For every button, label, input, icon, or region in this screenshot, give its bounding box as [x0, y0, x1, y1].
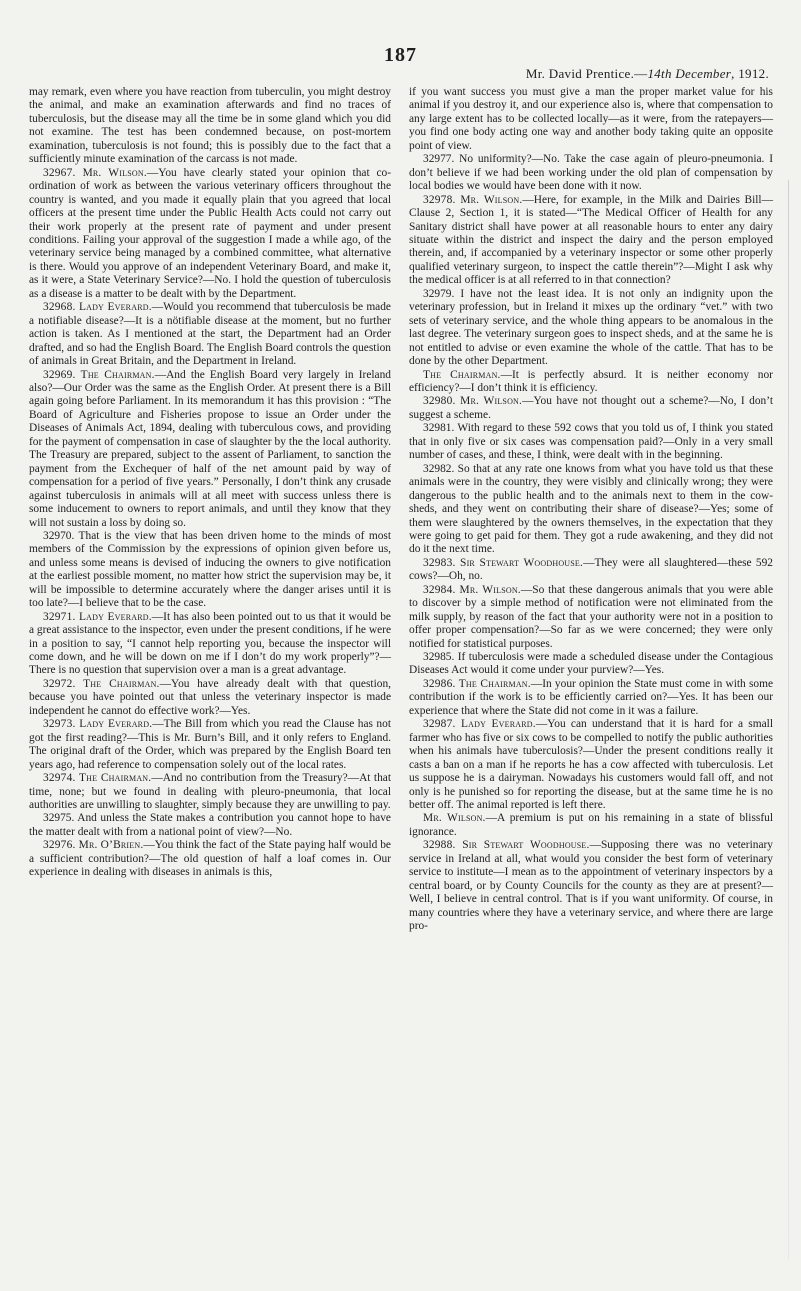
transcript-paragraph	[409, 718, 773, 812]
paragraph-text: —You have clearly stated your opinion that co-ordination of work as between the various veterinary officers throughout the country is wanted, and you made it equally plain that you agreed that local officers at the present time under the Public Health Acts could not carry out their work properly at the present rate of payment and under present conditions. Failing your approval of the suggestion I made a while ago, of the veterinary service being managed by a combined committee, what alternative is there. Would you approve of an independent Veterinary Board, and make it, as it were, a State Veterinary Service?—No. I hold the question of tuberculosis as a disease is a matter to be dealt with by the Department.	[29, 166, 391, 300]
paragraph-text: —You think the fact of the State paying half would be a sufficient contribution?—The old question of half a loaf comes in. Our experience in dealing with diseases in animals is this,	[29, 839, 391, 879]
paragraph-text: —You have already dealt with that question, because you have pointed out that unless the veterinary inspector is made independent he cannot do effective work?—Yes.	[29, 677, 391, 717]
transcript-paragraph	[409, 584, 773, 651]
speaker-label: 32988. Sir Stewart Woodhouse.	[423, 839, 590, 852]
transcript-paragraph	[29, 167, 391, 302]
speaker-label: 32976. Mr. O’Brien.	[43, 839, 144, 852]
transcript-paragraph	[409, 557, 773, 584]
hearing-date: 14th December	[647, 66, 732, 81]
speaker-label: 32974. The Chairman.	[43, 772, 152, 785]
paragraph-text: 32970. That is the view that has been driven home to the minds of most members of the Commission by the expressions of opinion given before us, and unless some means is devised of inducing the owners to give notification at the earliest possible moment, no matter how strict the supervision may be, it will be impossible to determine accurately where the danger arises until it is too late?—I believe that to be the case.	[29, 529, 391, 610]
paragraph-text: 32985. If tuberculosis were made a scheduled disease under the Contagious Diseases Act would it come under your purview?—Yes.	[409, 651, 773, 677]
speaker-label: 32984. Mr. Wilson.	[423, 583, 521, 596]
paragraph-text: —It has also been pointed out to us that it would be a great assistance to the inspector, even under the present conditions, if he were in a position to say, “I cannot help reporting you, because the inspector will come down, and he will be down on me if I don’t do my work properly”?—There is no question that supervision over a man is a great advantage.	[29, 610, 391, 677]
paragraph-text: —Supposing there was no veterinary service in Ireland at all, what would you consider the best form of veterinary service to institute—I mean as to the appointment of veterinary inspectors by a central board, or by County Councils for the county as they are at present?—Well, I believe in central control. That is if you want uniformity. Of course, in many countries where they have a veterinary service, and where there are large pro-	[409, 839, 773, 933]
paragraph-text: 32975. And unless the State makes a contribution you cannot hope to have the matter dealt with from a national point of view?—No.	[29, 812, 391, 838]
paragraph-text: 32982. So that at any rate one knows from what you have told us that these animals were in the country, they were visibly and clinically wrong; they were dangerous to the public health and to the animals next to them in the cow-sheds, and they went on contributing their share of disease?—Yes; some of them were slaughtered by the owners themselves, in the expectation that they were going to get paid for them. They got a rude awakening, and they did not do it the next time.	[409, 462, 773, 556]
right-column	[409, 86, 773, 934]
paragraph-text: —It is perfectly absurd. It is neither economy nor efficiency?—I don’t think it is efficiency.	[409, 368, 773, 394]
transcript-paragraph	[409, 422, 773, 462]
transcript-paragraph	[409, 839, 773, 933]
paragraph-text: 32979. I have not the least idea. It is not only an indignity upon the veterinary profession, but in Ireland it mixes up the ordinary “vet.” with two sets of veterinary service, and the whole thing appears to be anomalous in the last degree. The veterinary surgeon goes to inspect sheds, and at the same he is not entitled to advise or even examine the whole of the cattle. That has to be done by the other Department.	[409, 287, 773, 368]
speaker-label: The Chairman.	[423, 368, 501, 381]
transcript-paragraph	[29, 530, 391, 611]
transcript-paragraph	[29, 678, 391, 718]
transcript-paragraph	[409, 153, 773, 193]
transcript-paragraph	[409, 395, 773, 422]
paragraph-text: may remark, even where you have reaction from tuberculin, you might destroy the animal, and make an examination afterwards and find no traces of tuberculosis, but the disease may all the time be in some gland which you did not examine. The test has been condemned because, on post-mortem examination, tuberculosis is not found; this is possibly due to the fact that a sufficiently minute examination of the carcass is not made.	[29, 86, 391, 166]
transcript-paragraph	[409, 369, 773, 396]
paragraph-text: —A premium is put on his remaining in a state of blissful ignorance.	[409, 812, 773, 838]
page-number: 187	[384, 44, 417, 66]
transcript-paragraph	[29, 718, 391, 772]
header-separator: —	[634, 66, 648, 81]
paragraph-text: —You can understand that it is hard for a small farmer who has five or six cows to be compelled to notify the public authorities when his animals have tuberculosis?—Under the present conditions really it casts a ban on a man if he reports he has a cow affected with tuberculosis. Let us suppose he is a dairyman. Nowadays his customers would fall off, and not only is he punished so for reporting the disease, but at the same time he is no better off. The animal reported is left there.	[409, 718, 773, 812]
transcript-paragraph	[409, 86, 773, 153]
running-head	[526, 66, 769, 82]
paragraph-text: —Would you recommend that tuberculosis be made a notifiable disease?—It is a nötifiable disease at the moment, but no further action is taken. As I mentioned at the start, the Department had an Order drafted, and so had the English Board. The English Board controls the question of animals in Great Britain, and the Department in Ireland.	[29, 301, 391, 368]
transcript-paragraph	[409, 812, 773, 839]
transcript-paragraph	[409, 288, 773, 369]
paragraph-text: —And the English Board very largely in Ireland also?—Our Order was the same as the English Order. At present there is a Bill again going before Parliament. In its memorandum it has this provision : “The Board of Agriculture and Fisheries propose to issue an Order under the Diseases of Animals Act, 1894, dealing with tuberculous cows, and providing for the payment of compensation in case of slaughter by the the local authority. The Treasury are prepared, subject to the assent of Parliament, to sanction the payment from the Exchequer of half of the net amount paid by way of compensation for a period of five years.” Personally, I don’t think any crusade against tuberculosis in animals will at all meet with success unless there is some inducement to owners to report animals, and until they know that they will not sustain a loss by doing so.	[29, 368, 391, 529]
transcript-paragraph	[409, 463, 773, 557]
speaker-label: 32968. Lady Everard.	[43, 301, 152, 314]
transcript-paragraph	[29, 369, 391, 530]
speaker-label: 32969. The Chairman.	[43, 368, 155, 381]
speaker-label: 32986. The Chairman.	[423, 677, 531, 690]
transcript-paragraph	[409, 678, 773, 718]
paragraph-text: 32981. With regard to these 592 cows that you told us of, I think you stated that in only five or six cases was compensation paid?—Only in a very small number of cases, and these, I think, were dealt with in the beginning.	[409, 422, 773, 462]
paragraph-text: if you want success you must give a man the proper market value for his animal if you destroy it, and our experience also is, where that compensation to any large extent has to be collected locally—as it were, from the ratepayers—you find one body acting one way and another body taking quite an opposite point of view.	[409, 86, 773, 152]
speaker-label: 32973. Lady Everard.	[43, 718, 153, 731]
transcript-paragraph	[29, 611, 391, 678]
paragraph-text: —And no contribution from the Treasury?—At that time, none; but we found in dealing with pleuro-pneumonia, that local authorities are unwilling to slaughter, simply because they are unwilling to pay.	[29, 772, 391, 812]
speaker-label: Mr. Wilson.	[423, 812, 486, 825]
transcript-paragraph	[409, 194, 773, 288]
paragraph-text: 32977. No uniformity?—No. Take the case again of pleuro-pneumonia. I don’t believe if we had been working under the old plan of compensation by local bodies we would have been done with it now.	[409, 153, 773, 193]
paragraph-text: —So that these dangerous animals that you were able to discover by a simple method of notification were not eliminated from the milk supply, by reason of the fact that your authority were not in a position to offer proper compensation?—So far as we were concerned; they were only notified for statistical purposes.	[409, 583, 773, 650]
transcript-paragraph	[29, 301, 391, 368]
page-edge-shadow	[788, 180, 789, 1260]
speaker-label: 32972. The Chairman.	[43, 677, 160, 690]
paragraph-text: —Here, for example, in the Milk and Dairies Bill—Clause 2, Section 1, it is stated—“The Medical Officer of Health for any Sanitary district shall have power at all reasonable hours to enter any dairy situate within the district and inspect the dairy and the person employed therein, and, if accompanied by a veterinary inspector or some other properly qualified veterinary surgeon, to inspect the cattle therein”?—Might I ask why the medical officer is at all referred to in that connection?	[409, 193, 773, 287]
witness-name: Mr. David Prentice.	[525, 66, 635, 81]
transcript-paragraph	[29, 86, 391, 167]
paragraph-text: —In your opinion the State must come in with some contribution if the work is to be efficiently carried on?—Yes. It has been our experience that where the State did not come in it was a failure.	[409, 677, 774, 717]
paragraph-text: —The Bill from which you read the Clause has not got the first reading?—This is Mr. Burn’s Bill, and it only refers to England. The original draft of the Order, which was prepared by the English Board ten years ago, had reference to compensation solely out of the local rates.	[29, 718, 391, 771]
transcript-paragraph	[409, 651, 773, 678]
speaker-label: 32978. Mr. Wilson.	[423, 193, 523, 206]
paragraph-text: —You have not thought out a scheme?—No, I don’t suggest a scheme.	[409, 395, 773, 421]
speaker-label: 32967. Mr. Wilson.	[43, 166, 147, 179]
transcript-paragraph	[29, 812, 391, 839]
hearing-year: , 1912.	[731, 66, 769, 81]
transcript-paragraph	[29, 839, 391, 879]
speaker-label: 32983. Sir Stewart Woodhouse.	[423, 556, 584, 569]
transcript-paragraph	[29, 772, 391, 812]
paragraph-text: —They were all slaughtered—these 592 cows?—Oh, no.	[409, 556, 774, 583]
speaker-label: 32971. Lady Everard.	[43, 610, 152, 623]
speaker-label: 32987. Lady Everard.	[423, 718, 536, 731]
speaker-label: 32980. Mr. Wilson.	[423, 395, 523, 408]
left-column	[29, 86, 391, 880]
